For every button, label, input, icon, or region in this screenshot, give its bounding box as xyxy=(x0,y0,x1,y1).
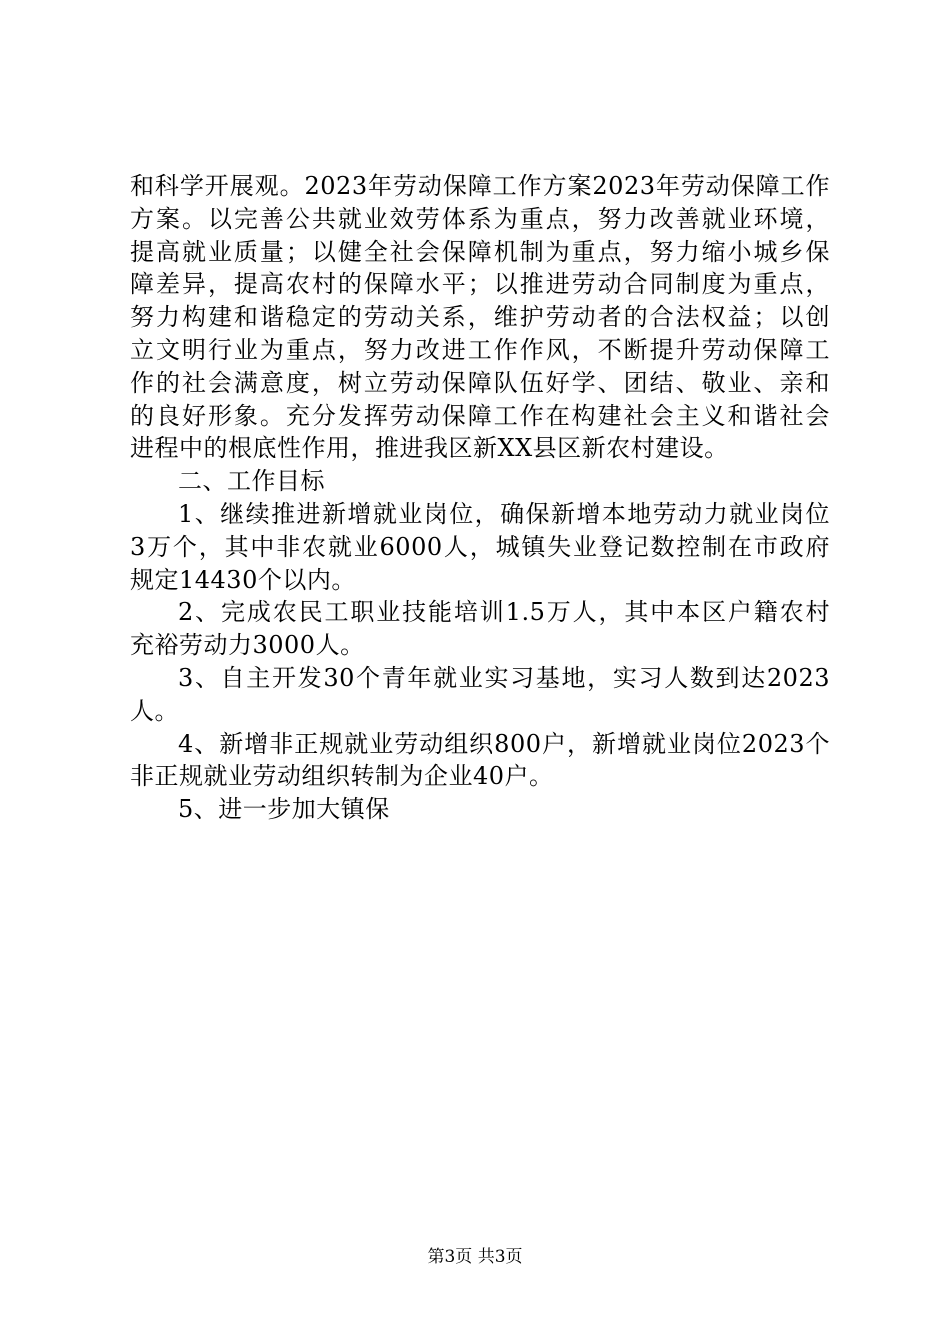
text-line: 非正规就业劳动组织转制为企业40户。 xyxy=(130,762,554,791)
text-line: 1、继续推进新增就业岗位，确保新增本地劳动力就业岗位 xyxy=(178,499,830,528)
goal-4-paragraph xyxy=(130,728,830,794)
goal-2-paragraph xyxy=(130,596,830,662)
page-footer: 第3页 共3页 xyxy=(427,1247,523,1267)
text-line: 作的社会满意度，树立劳动保障队伍好学、团结、敬业、亲和 xyxy=(130,368,830,397)
goal-5-paragraph: 5、进一步加大镇保 xyxy=(178,795,390,824)
text-line: 规定14430个以内。 xyxy=(130,565,356,594)
document-body xyxy=(130,170,830,826)
text-line: 努力构建和谐稳定的劳动关系，维护劳动者的合法权益；以创 xyxy=(130,303,830,332)
text-line: 方案。以完善公共就业效劳体系为重点，努力改善就业环境， xyxy=(130,204,830,233)
text-line: 充裕劳动力3000人。 xyxy=(130,631,365,660)
text-line: 人。 xyxy=(130,696,179,725)
text-line: 立文明行业为重点，努力改进工作作风，不断提升劳动保障工 xyxy=(130,335,830,364)
text-line: 3、自主开发30个青年就业实习基地，实习人数到达2023 xyxy=(178,663,830,692)
section-heading: 二、工作目标 xyxy=(178,467,325,496)
text-line: 进程中的根底性作用，推进我区新XX县区新农村建设。 xyxy=(130,434,729,463)
text-line: 的良好形象。充分发挥劳动保障工作在构建社会主义和谐社会 xyxy=(130,401,830,430)
text-line: 提高就业质量；以健全社会保障机制为重点，努力缩小城乡保 xyxy=(130,237,830,266)
text-line: 和科学开展观。2023年劳动保障工作方案2023年劳动保障工作 xyxy=(130,172,830,200)
text-line: 2、完成农民工职业技能培训1.5万人，其中本区户籍农村 xyxy=(178,598,830,627)
goal-1-paragraph xyxy=(130,498,830,596)
text-line: 3万个，其中非农就业6000人，城镇失业登记数控制在市政府 xyxy=(130,532,830,561)
text-line: 4、新增非正规就业劳动组织800户，新增就业岗位2023个 xyxy=(178,729,830,758)
paragraph-intro xyxy=(130,170,830,465)
goal-3-paragraph xyxy=(130,662,830,728)
text-line: 障差异，提高农村的保障水平；以推进劳动合同制度为重点， xyxy=(130,270,830,299)
